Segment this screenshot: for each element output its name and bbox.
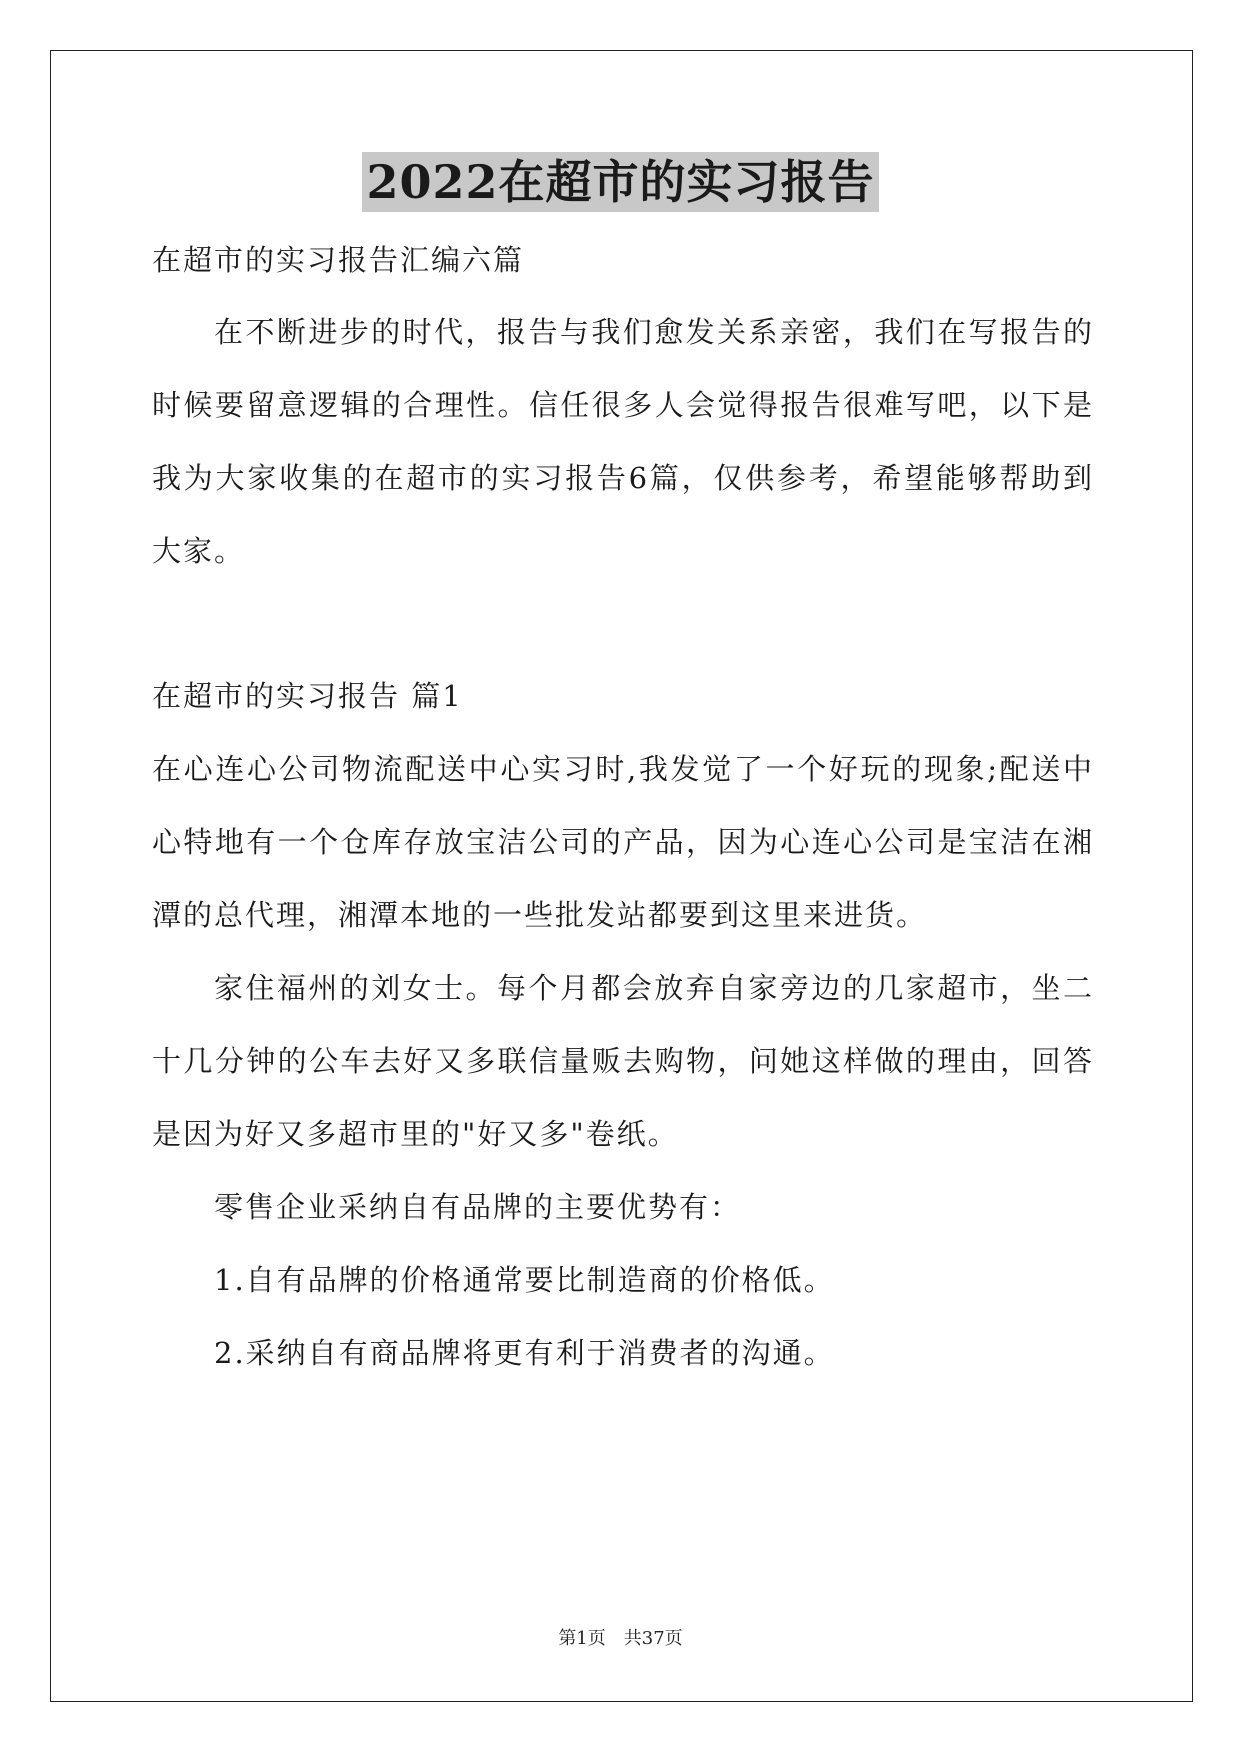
para2-line-3: 是因为好又多超市里的"好又多"卷纸。 bbox=[152, 1117, 679, 1151]
intro-line-2: 时候要留意逻辑的合理性。信任很多人会觉得报告很难写吧，以下是 bbox=[152, 388, 1092, 422]
intro-line-3: 我为大家收集的在超市的实习报告6篇，仅供参考，希望能够帮助到 bbox=[152, 461, 1092, 495]
para2-line-2: 十几分钟的公车去好又多联信量贩去购物，问她这样做的理由，回答 bbox=[152, 1044, 1092, 1078]
list-item-2: 2.采纳自有商品牌将更有利于消费者的沟通。 bbox=[214, 1336, 835, 1370]
para1-line-2: 心特地有一个仓库存放宝洁公司的产品，因为心连心公司是宝洁在湘 bbox=[152, 825, 1092, 859]
document-title: 2022在超市的实习报告 bbox=[362, 152, 878, 212]
intro-line-1: 在不断进步的时代，报告与我们愈发关系亲密，我们在写报告的 bbox=[214, 315, 1092, 349]
page-footer: 第1页 共37页 bbox=[558, 1628, 683, 1649]
document-subtitle: 在超市的实习报告汇编六篇 bbox=[152, 243, 525, 277]
para3-line: 零售企业采纳自有品牌的主要优势有： bbox=[214, 1190, 742, 1224]
page-border bbox=[50, 50, 1193, 1702]
list-item-1: 1.自有品牌的价格通常要比制造商的价格低。 bbox=[214, 1263, 835, 1297]
para1-line-3: 潭的总代理，湘潭本地的一些批发站都要到这里来进货。 bbox=[152, 898, 928, 932]
para2-line-1: 家住福州的刘女士。每个月都会放弃自家旁边的几家超市，坐二 bbox=[214, 971, 1092, 1005]
para1-line-1: 在心连心公司物流配送中心实习时,我发觉了一个好玩的现象;配送中 bbox=[152, 752, 1092, 786]
section-heading: 在超市的实习报告 篇1 bbox=[152, 679, 463, 713]
intro-line-4: 大家。 bbox=[152, 534, 246, 568]
title-container bbox=[0, 152, 1241, 212]
